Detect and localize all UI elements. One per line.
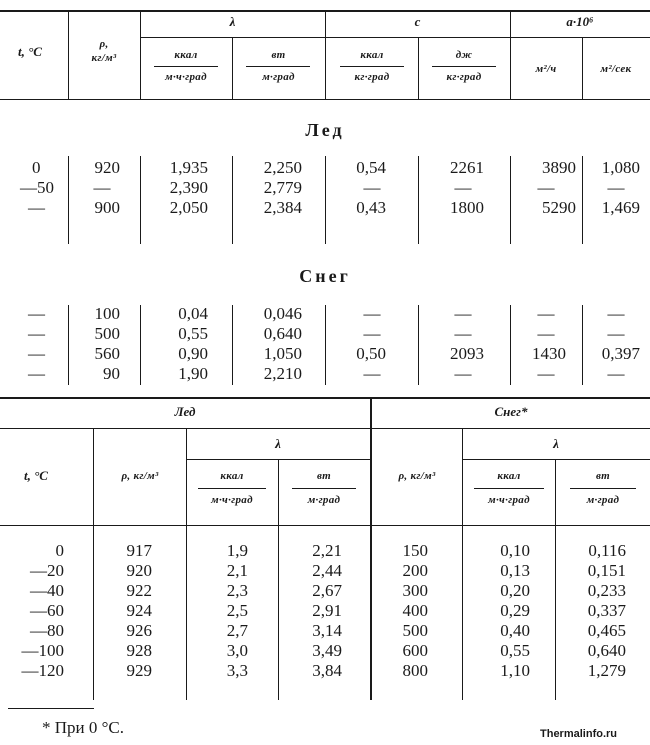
cell-c1: — — [363, 178, 381, 197]
cell-t: —80 — [30, 621, 64, 640]
cell-t: — — [28, 364, 45, 383]
cell-rho-snow: 200 — [402, 561, 428, 580]
column-divider — [140, 305, 141, 385]
cell-lambda1-snow: 0,55 — [500, 641, 530, 660]
cell-a2: — — [607, 178, 625, 197]
cell-lambda2-ice: 2,91 — [312, 601, 342, 620]
a-unit2: м²/сек — [600, 63, 632, 75]
top-rule — [0, 397, 650, 399]
cell-lambda1: 0,04 — [178, 304, 208, 323]
cell-lambda2-snow: 0,465 — [587, 621, 626, 640]
cell-lambda2-ice: 3,84 — [312, 661, 342, 680]
cell-lambda1-snow: 0,40 — [500, 621, 530, 640]
fraction-bar — [246, 66, 310, 67]
cell-a1: 3890 — [542, 158, 576, 177]
cell-c2: 1800 — [450, 198, 484, 217]
cell-lambda2-snow: 0,337 — [587, 601, 626, 620]
cell-lambda1-ice: 2,3 — [226, 581, 248, 600]
cell-rho: — — [93, 178, 111, 197]
cell-t: —100 — [21, 641, 64, 660]
lambda-header-snow: λ — [553, 436, 559, 451]
cell-rho-snow: 400 — [402, 601, 428, 620]
cell-rho-ice: 928 — [126, 641, 152, 660]
ice-unit1-num: ккал — [220, 470, 244, 482]
cell-lambda1-ice: 2,7 — [226, 621, 248, 640]
cell-a1: — — [537, 364, 555, 383]
cell-rho-snow: 500 — [402, 621, 428, 640]
cell-lambda1: 0,55 — [178, 324, 208, 343]
fraction-bar — [432, 66, 496, 67]
cell-c2: 2093 — [450, 344, 484, 363]
cell-lambda1: 0,90 — [178, 344, 208, 363]
group-header-ice: Лед — [174, 404, 196, 419]
col-t-header: t, °C — [24, 468, 48, 483]
cell-rho-snow: 300 — [402, 581, 428, 600]
cell-rho: 560 — [94, 344, 120, 363]
cell-rho-snow: 800 — [402, 661, 428, 680]
fraction-bar — [154, 66, 218, 67]
column-divider — [68, 156, 69, 244]
cell-lambda1: 2,050 — [169, 198, 208, 217]
cell-lambda2: 2,779 — [263, 178, 302, 197]
cell-lambda1-snow: 1,10 — [500, 661, 530, 680]
cell-t: —50 — [20, 178, 54, 197]
group-header-snow: Снег* — [494, 404, 528, 419]
cell-lambda1: 2,390 — [169, 178, 208, 197]
cell-a1: — — [537, 178, 555, 197]
cell-lambda1-snow: 0,10 — [500, 541, 530, 560]
cell-a1: 1430 — [532, 344, 566, 363]
header-divider — [418, 38, 419, 99]
column-divider — [232, 156, 233, 244]
cell-lambda1-ice: 1,9 — [226, 541, 248, 560]
cell-t: — — [28, 324, 45, 343]
cell-lambda2-snow: 0,116 — [588, 541, 626, 560]
fraction-bar — [570, 488, 636, 489]
group-rule — [0, 428, 650, 429]
cell-t: — — [28, 198, 45, 217]
cell-lambda2-snow: 0,640 — [587, 641, 626, 660]
watermark: Thermalinfo.ru — [540, 728, 618, 740]
ice-unit1-den: м·ч·град — [211, 494, 253, 506]
column-divider — [418, 156, 419, 244]
cell-c2: — — [454, 364, 472, 383]
cell-a2: 0,397 — [601, 344, 640, 363]
footnote: * При 0 °С. — [42, 718, 125, 737]
col-rho-ice-header: ρ, кг/м³ — [121, 470, 159, 482]
cell-a2: — — [607, 324, 625, 343]
a-group-header: a·10⁶ — [566, 14, 594, 29]
cell-a1: 5290 — [542, 198, 576, 217]
cell-t: — — [28, 344, 45, 363]
snow-unit1-den: м·ч·град — [488, 494, 530, 506]
cell-c1: 0,54 — [356, 158, 386, 177]
footnote-rule — [8, 708, 94, 709]
cell-a1: — — [537, 324, 555, 343]
cell-lambda1-ice: 3,3 — [226, 661, 248, 680]
c-unit2-num: дж — [455, 49, 473, 61]
snow-unit2-num: вт — [595, 470, 611, 482]
cell-c1: — — [363, 364, 381, 383]
cell-t: —120 — [21, 661, 64, 680]
cell-rho-ice: 917 — [126, 541, 152, 560]
cell-t: —60 — [30, 601, 64, 620]
cell-t: 0 — [55, 541, 64, 560]
a-unit1: м²/ч — [535, 63, 557, 75]
cell-lambda2-snow: 0,233 — [587, 581, 626, 600]
snow-unit2-den: м·град — [586, 494, 620, 506]
cell-a2: 1,080 — [601, 158, 640, 177]
cell-lambda1: 1,90 — [178, 364, 208, 383]
cell-lambda1-snow: 0,20 — [500, 581, 530, 600]
cell-t: 0 — [32, 158, 41, 177]
cell-rho: 900 — [94, 198, 120, 217]
cell-t: —40 — [30, 581, 64, 600]
cell-lambda2: 0,046 — [263, 304, 302, 323]
column-divider — [186, 429, 187, 700]
cell-rho-snow: 150 — [402, 541, 428, 560]
cell-lambda2: 0,640 — [263, 324, 302, 343]
cell-c1: — — [363, 304, 381, 323]
fraction-bar — [198, 488, 266, 489]
cell-rho-ice: 926 — [126, 621, 152, 640]
header-divider — [582, 38, 583, 99]
cell-c2: 2261 — [450, 158, 484, 177]
lambda-unit2-den: м·град — [262, 71, 295, 83]
col-t-header: t, °C — [18, 44, 42, 59]
cell-lambda1-ice: 3,0 — [226, 641, 248, 660]
section-title-snow: Снег — [299, 266, 351, 286]
lambda-unit2-num: вт — [271, 49, 286, 61]
cell-rho-ice: 924 — [126, 601, 152, 620]
c-unit2-den: кг·град — [446, 71, 482, 83]
snow-unit1-num: ккал — [497, 470, 521, 482]
cell-t: — — [28, 304, 45, 323]
column-divider — [325, 305, 326, 385]
cell-c2: — — [454, 178, 472, 197]
cell-lambda1-ice: 2,5 — [226, 601, 248, 620]
col-rho-header: ρ, — [99, 38, 109, 50]
cell-lambda2-ice: 2,21 — [312, 541, 342, 560]
column-divider — [555, 460, 556, 700]
cell-a1: — — [537, 304, 555, 323]
column-divider — [510, 156, 511, 244]
cell-rho-ice: 929 — [126, 661, 152, 680]
cell-lambda1-snow: 0,29 — [500, 601, 530, 620]
cell-a2: — — [607, 364, 625, 383]
cell-lambda2-ice: 3,14 — [312, 621, 342, 640]
cell-c1: 0,43 — [356, 198, 386, 217]
cell-rho-ice: 922 — [126, 581, 152, 600]
group-divider — [370, 399, 372, 700]
column-divider — [418, 305, 419, 385]
cell-lambda2: 1,050 — [263, 344, 302, 363]
cell-lambda1: 1,935 — [169, 158, 208, 177]
column-divider — [325, 156, 326, 244]
cell-lambda2-snow: 1,279 — [587, 661, 626, 680]
c-group-header: c — [414, 14, 421, 29]
cell-lambda1-snow: 0,13 — [500, 561, 530, 580]
lambda-unit1-num: ккал — [174, 49, 198, 61]
ice-unit2-den: м·град — [307, 494, 341, 506]
col-rho-snow-header: ρ, кг/м³ — [398, 470, 436, 482]
cell-rho: 920 — [94, 158, 120, 177]
column-divider — [93, 429, 94, 700]
lambda-unit1-den: м·ч·град — [165, 71, 207, 83]
header-divider — [68, 12, 69, 99]
column-divider — [582, 156, 583, 244]
column-divider — [140, 156, 141, 244]
c-unit1-num: ккал — [360, 49, 384, 61]
section-title-ice: Лед — [305, 120, 345, 140]
lambda-header-ice: λ — [275, 436, 281, 451]
cell-lambda2-ice: 2,67 — [312, 581, 342, 600]
column-divider — [510, 305, 511, 385]
cell-a2: 1,469 — [601, 198, 640, 217]
col-rho-unit: кг/м³ — [91, 52, 117, 64]
cell-c1: — — [363, 324, 381, 343]
fraction-bar — [340, 66, 404, 67]
cell-t: —20 — [30, 561, 64, 580]
column-divider — [232, 305, 233, 385]
ice-unit2-num: вт — [316, 470, 332, 482]
lambda-rule-snow — [462, 459, 650, 460]
cell-lambda2-ice: 2,44 — [312, 561, 342, 580]
column-divider — [278, 460, 279, 700]
cell-lambda2-snow: 0,151 — [587, 561, 626, 580]
cell-lambda2-ice: 3,49 — [312, 641, 342, 660]
cell-c1: 0,50 — [356, 344, 386, 363]
cell-lambda2: 2,250 — [263, 158, 302, 177]
column-divider — [582, 305, 583, 385]
cell-c2: — — [454, 304, 472, 323]
cell-lambda1-ice: 2,1 — [226, 561, 248, 580]
a-group-rule — [510, 37, 650, 38]
c-unit1-den: кг·град — [354, 71, 390, 83]
cell-rho: 100 — [94, 304, 120, 323]
cell-rho: 500 — [94, 324, 120, 343]
cell-rho-ice: 920 — [126, 561, 152, 580]
cell-a2: — — [607, 304, 625, 323]
header-divider — [232, 38, 233, 99]
cell-lambda2: 2,210 — [263, 364, 302, 383]
cell-rho-snow: 600 — [402, 641, 428, 660]
header-bottom-rule — [0, 525, 650, 526]
lambda-group-header: λ — [229, 14, 236, 29]
fraction-bar — [292, 488, 356, 489]
fraction-bar — [474, 488, 544, 489]
column-divider — [462, 429, 463, 700]
header-bottom-rule — [0, 99, 650, 100]
cell-lambda2: 2,384 — [263, 198, 302, 217]
cell-c2: — — [454, 324, 472, 343]
cell-rho: 90 — [103, 364, 120, 383]
column-divider — [68, 305, 69, 385]
